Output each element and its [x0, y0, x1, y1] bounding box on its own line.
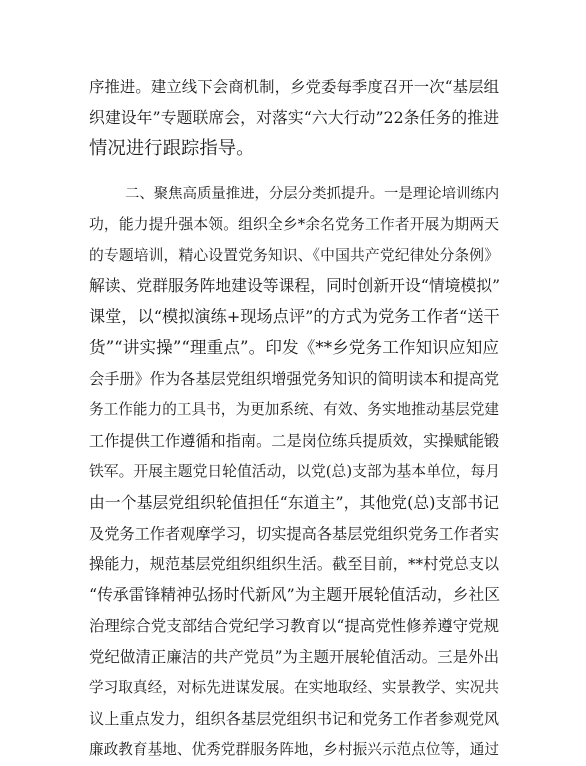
text-line: 情况进行跟踪指导。: [89, 138, 255, 159]
text-line: “传承雷锋精神弘扬时代新风”为主题开展轮值活动，乡社区: [89, 585, 501, 604]
text-line: 由一个基层党组织轮值担任“东道主”，其他党(总)支部书记: [89, 493, 499, 512]
text-line: 课堂，以“模拟演练+现场点评”的方式为党务工作者“送干: [89, 307, 500, 326]
text-line: 织建设年”专题联席会，对落实“六大行动”22条任务的推进: [89, 108, 499, 127]
text-line: 及党务工作者观摩学习，切实提高各基层党组织党务工作者实: [89, 525, 500, 543]
text-line: 二、聚焦高质量推进，分层分类抓提升。一是理论培训练内: [125, 186, 500, 202]
text-line: 序推进。建立线下会商机制，乡党委每季度召开一次“基层组: [89, 78, 499, 96]
text-line: 党纪做清正廉洁的共产党员”为主题开展轮值活动。三是外出: [89, 648, 499, 666]
text-line: 工作提供工作遵循和指南。二是岗位练兵提质效，实操赋能锻: [89, 432, 500, 450]
text-line: 的专题培训，精心设置党务知识、《中国共产党纪律处分条例》: [89, 247, 499, 264]
text-line: 议上重点发力，组织各基层党组织书记和党务工作者参观党风: [89, 710, 500, 728]
text-line: 铁军。开展主题党日轮值活动，以党(总)支部为基本单位，每月: [89, 463, 501, 480]
text-line: 解读、党群服务阵地建设等课程，同时创新开设“情境模拟”: [89, 276, 501, 295]
text-line: 廉政教育基地、优秀党群服务阵地，乡村振兴示范点位等，通过: [89, 741, 499, 758]
text-line: 操能力，规范基层党组织组织生活。截至目前，**村党总支以: [89, 555, 500, 573]
text-line: 治理综合党支部结合党纪学习教育以“提高党性修养遵守党规: [89, 617, 499, 635]
text-line: 货”“讲实操”“理重点”。印发《**乡党务工作知识应知应: [89, 338, 499, 357]
text-line: 会手册》作为各基层党组织增强党务知识的简明读本和提高党: [89, 370, 500, 388]
text-line: 学习取真经，对标先进谋发展。在实地取经、实景教学、实况共: [89, 679, 499, 696]
text-line: 务工作能力的工具书，为更加系统、有效、务实地推动基层党建: [89, 401, 499, 418]
text-line: 功，能力提升强本领。组织全乡*余名党务工作者开展为期两天: [89, 216, 499, 233]
